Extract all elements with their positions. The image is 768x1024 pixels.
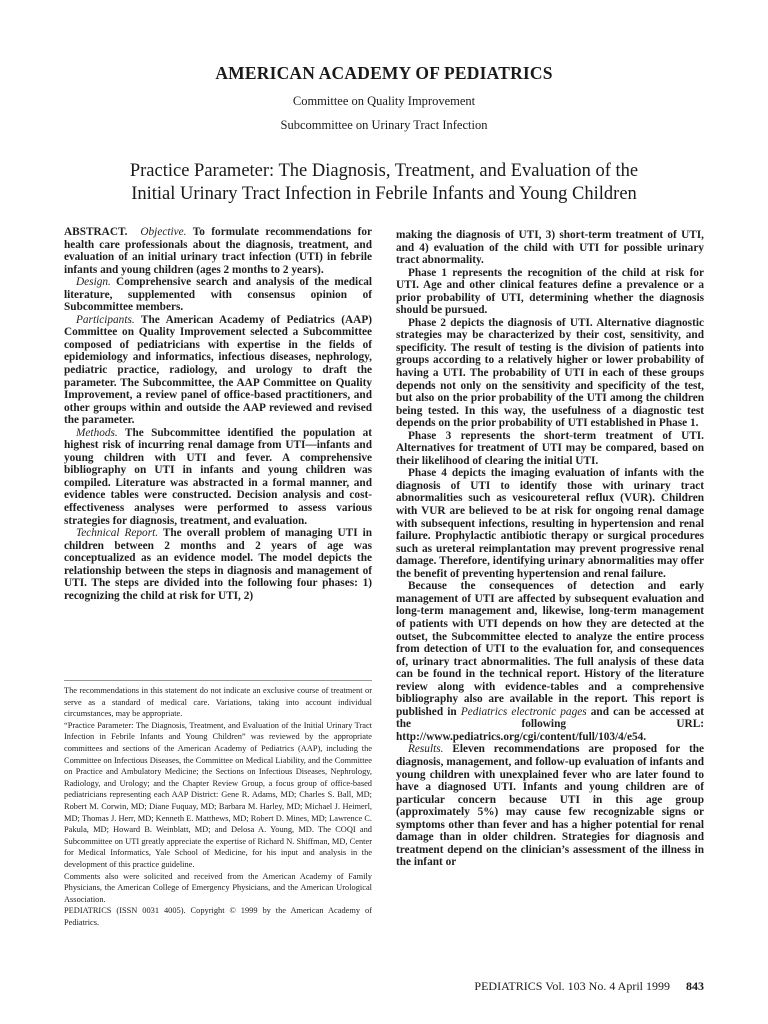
participants-paragraph bbox=[64, 314, 372, 427]
technical-report-paragraph bbox=[64, 527, 372, 602]
methods-label: Methods. bbox=[76, 426, 118, 439]
body-paragraph-phase-3: Phase 3 represents the short-term treatment of UTI. Alternatives for treatment of UTI may be compared, based on their likelihood of clearing the initial UTI. bbox=[396, 429, 704, 467]
abstract-label: ABSTRACT. bbox=[64, 226, 128, 238]
article-title bbox=[40, 160, 728, 206]
body-paragraph-consequences bbox=[396, 580, 704, 743]
objective-text: To formulate recommendations for health care professionals about the diagnosis, treatment, and evaluation of an initial urinary tract infection (UTI) in febrile infants and young children (ages 2 months to 2 years). bbox=[64, 226, 373, 276]
footnote-divider bbox=[64, 680, 372, 681]
footnote-comments: Comments also were solicited and received from the American Academy of Family Physicians, the American College of Emergency Physicians, and the American Urological Association. bbox=[64, 871, 372, 904]
design-text: Comprehensive search and analysis of the medical literature, supplemented with consensus opinion of Subcommittee members. bbox=[64, 276, 373, 314]
left-column bbox=[64, 226, 372, 602]
results-text: Eleven recommendations are proposed for the diagnosis, management, and follow-up evaluation of infants and young children with unexplained fever who are later found to have a diagnosed UTI. Infants and young children are of particular concern because UTI in this age group (approximately 5%) may cause few recognizable signs or symptoms other than fever and has a higher potential for renal damage than in older children. Strategies for diagnosis and treatment depend on the clinician’s assessment of the illness in the infant or bbox=[396, 743, 704, 869]
design-paragraph bbox=[64, 276, 372, 314]
journal-citation: PEDIATRICS Vol. 103 No. 4 April 1999 bbox=[474, 979, 670, 993]
footnote-review: “Practice Parameter: The Diagnosis, Treatment, and Evaluation of the Initial Urinary Tract Infection in Febrile Infants and Young Children” was reviewed by the appropriate committees and sections of the American Academy of Pediatrics (AAP), including the Committee on Infectious Diseases, the Committee on Medical Liability, and the Committee on Practice and Ambulatory Medicine; the Sections on Infectious Diseases, Nephrology, Radiology, and Urology; and the Chapter Review Group, a focus group of office-based pediatricians representing each AAP District: Gene R. Adams, MD; Charles S. Ball, MD; Robert M. Corwin, MD; Diane Fuquay, MD; Barbara M. Harley, MD; Michael J. Heimerl, MD; Thomas J. Herr, MD; Kenneth E. Matthews, MD; Robert D. Mines, MD; Lawrence C. Pakula, MD; Howard B. Weinblatt, MD; and Delosa A. Young, MD. The COQI and Subcommittee on UTI greatly appreciate the expertise of Richard N. Shiffman, MD, Center for Medical Informatics, Yale School of Medicine, for his input and analysis in the development of this practice guideline. bbox=[64, 720, 372, 869]
technical-report-label: Technical Report. bbox=[76, 527, 159, 540]
technical-report-text: The overall problem of managing UTI in children between 2 months and 2 years of age was conceptualized as an evidence model. The model depicts the relationship between the steps in diagnosis and management of UTI. The steps are divided into the following four phases: 1) recognizing the child at risk for UTI, 2) bbox=[64, 527, 373, 602]
right-column bbox=[396, 229, 704, 869]
results-paragraph bbox=[396, 743, 704, 868]
organization-heading: AMERICAN ACADEMY OF PEDIATRICS bbox=[215, 63, 553, 83]
article-title-line-1: Practice Parameter: The Diagnosis, Treatment, and Evaluation of the bbox=[129, 161, 639, 181]
journal-name: Pediatrics electronic pages bbox=[460, 705, 587, 718]
body-paragraph-phase-1: Phase 1 represents the recognition of the child at risk for UTI. Age and other clinical features define a prevalence or a prior probability of UTI, determining whether the diagnosis should be pursued. bbox=[396, 266, 704, 317]
results-label: Results. bbox=[408, 743, 444, 756]
objective-label: Objective. bbox=[140, 226, 187, 238]
body-paragraph-phase-4: Phase 4 depicts the imaging evaluation of infants with the diagnosis of UTI to identify those with urinary tract abnormalities such as vesicoureteral reflux (VUR). Children with VUR are believed to be at risk for ongoing renal damage with subsequent infections, resulting in hypertension and renal failure. Prophylactic antibiotic therapy or surgical procedures such as ureteral reimplantation may prevent progressive renal damage. Therefore, identifying urinary abnormalities may offer the benefit of preventing hypertension and renal failure. bbox=[396, 467, 704, 580]
footnotes bbox=[64, 685, 372, 928]
abstract-objective-paragraph bbox=[64, 226, 372, 276]
body-paragraph-phase-2: Phase 2 depicts the diagnosis of UTI. Alternative diagnostic strategies may be characterized by their cost, sensitivity, and specificity. The result of testing is the division of patients into groups according to a relatively higher or lower probability of having a UTI. The probability of UTI in each of these groups depends not only on the sensitivity and specificity of the test, but also on the prior probability of the UTI among the children being tested. In this way, the usefulness of a diagnostic test depends on the prior probability of UTI established in Phase 1. bbox=[396, 316, 704, 430]
committee-name: Committee on Quality Improvement bbox=[292, 94, 476, 108]
methods-text: The Subcommittee identified the population at highest risk of incurring renal damage from UTI—infants and young children with UTI and fever. A comprehensive bibliography on UTI in infants and young children was compiled. Literature was abstracted in a formal manner, and evidence tables were constructed. Decision analysis and cost-effectiveness analyses were performed to assess various strategies for diagnosis, treatment, and evaluation. bbox=[64, 426, 372, 527]
methods-paragraph bbox=[64, 427, 372, 527]
subcommittee-name: Subcommittee on Urinary Tract Infection bbox=[280, 118, 488, 132]
body-paragraph-1: making the diagnosis of UTI, 3) short-term treatment of UTI, and 4) evaluation of the child with UTI for possible urinary tract abnormality. bbox=[396, 229, 704, 267]
participants-text: The American Academy of Pediatrics (AAP) Committee on Quality Improvement selected a Subcommittee composed of pediatricians with expertise in the fields of epidemiology and informatics, infectious diseases, nephrology, pediatric practice, radiology, and urology to draft the parameter. The Subcommittee, the AAP Committee on Quality Improvement, a review panel of office-based practitioners, and other groups within and outside the AAP reviewed and revised the parameter. bbox=[64, 313, 372, 427]
page-footer bbox=[474, 979, 704, 994]
report-url-text: and can be accessed at the following URL: http://www.pediatrics.org/cgi/content/full/103/4/e54. bbox=[396, 705, 704, 743]
participants-label: Participants. bbox=[76, 313, 135, 326]
article-title-line-2: Initial Urinary Tract Infection in Febrile Infants and Young Children bbox=[131, 184, 637, 204]
design-label: Design. bbox=[76, 276, 111, 289]
consequences-text: Because the consequences of detection and early management of UTI are affected by subsequent evaluation and long-term management and, likewise, long-term management of patients with UTI depends on how they are detected at the outset, the Subcommittee elected to analyze the entire process from detection of UTI to the evaluation for, and consequences of, urinary tract abnormalities. The full analysis of these data can be found in the technical report. History of the literature review along with evidence-tables and a comprehensive bibliography also are available in the report. This report is published in bbox=[396, 580, 704, 718]
page-number: 843 bbox=[686, 979, 704, 993]
footnote-copyright: PEDIATRICS (ISSN 0031 4005). Copyright © 1999 by the American Academy of Pediatrics. bbox=[64, 906, 372, 927]
footnote-disclaimer: The recommendations in this statement do not indicate an exclusive course of treatment or serve as a standard of medical care. Variations, taking into account individual circumstances, may be appropriate. bbox=[64, 686, 372, 719]
